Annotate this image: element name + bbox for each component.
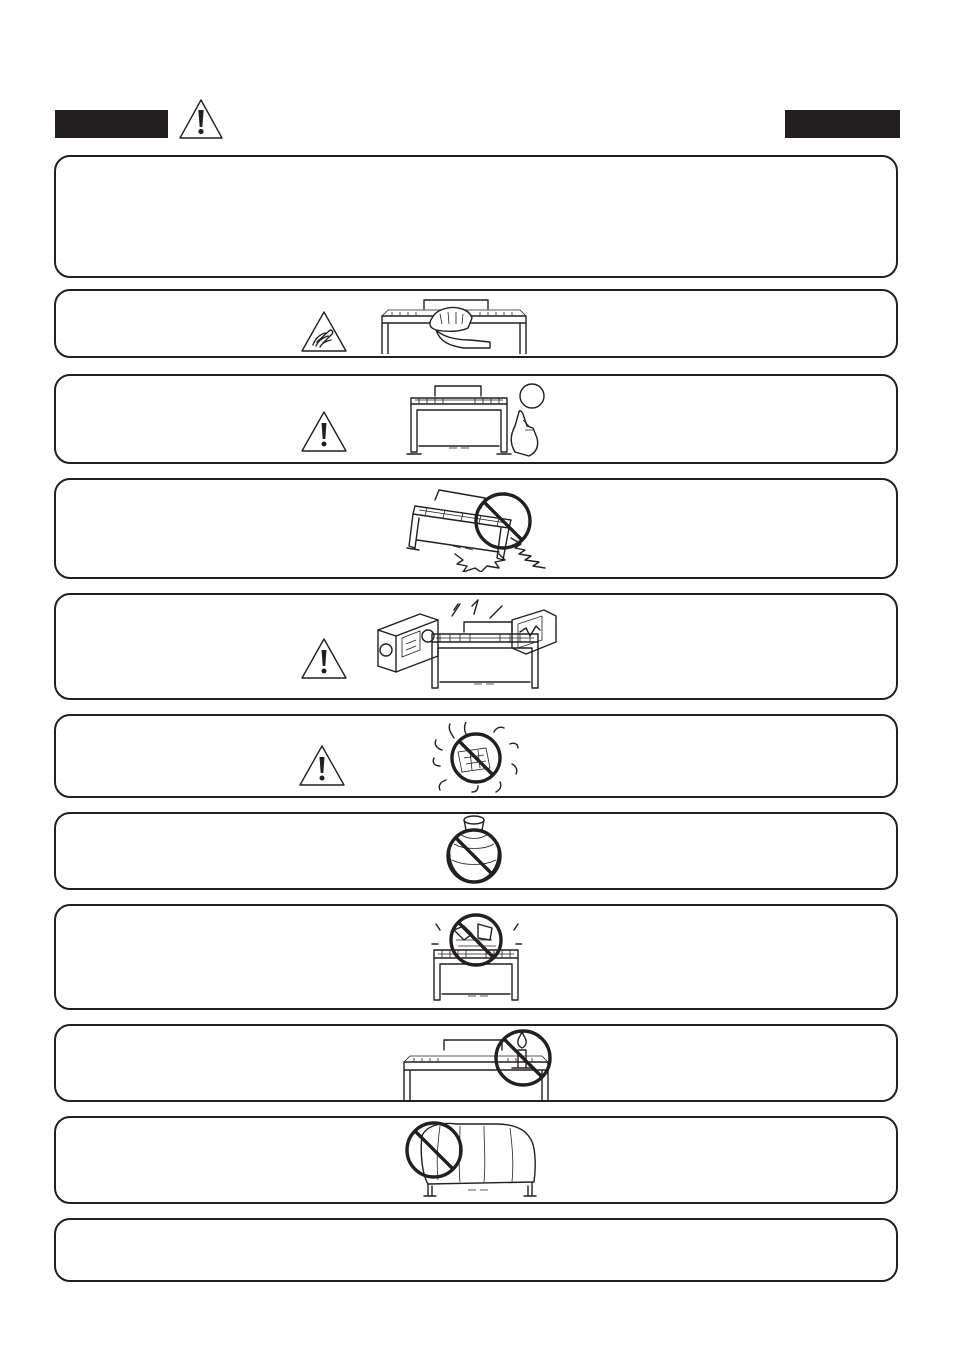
header-label-tab-right xyxy=(785,110,900,138)
vase-prohibited-illustration xyxy=(440,814,508,886)
hands-on-keyboard-illustration xyxy=(380,296,528,354)
covered-piano-prohibited-illustration xyxy=(400,1118,550,1200)
caution-triangle-icon xyxy=(177,97,225,141)
header-label-tab-left xyxy=(55,110,168,138)
caution-triangle-icon xyxy=(297,743,347,788)
caution-triangle-icon xyxy=(299,409,349,454)
intro-panel xyxy=(54,155,898,278)
piano-near-stereo-and-tv-illustration xyxy=(370,598,560,692)
candle-on-piano-prohibited-illustration xyxy=(398,1028,558,1100)
piano-with-power-switch-illustration xyxy=(405,380,550,460)
sun-heat-prohibited-illustration xyxy=(430,722,522,794)
pinch-hazard-icon xyxy=(299,309,349,354)
caution-triangle-icon xyxy=(299,636,349,681)
tipping-piano-prohibited-illustration xyxy=(405,484,555,572)
note-panel xyxy=(54,1218,898,1282)
objects-on-piano-prohibited-illustration xyxy=(430,910,522,1002)
